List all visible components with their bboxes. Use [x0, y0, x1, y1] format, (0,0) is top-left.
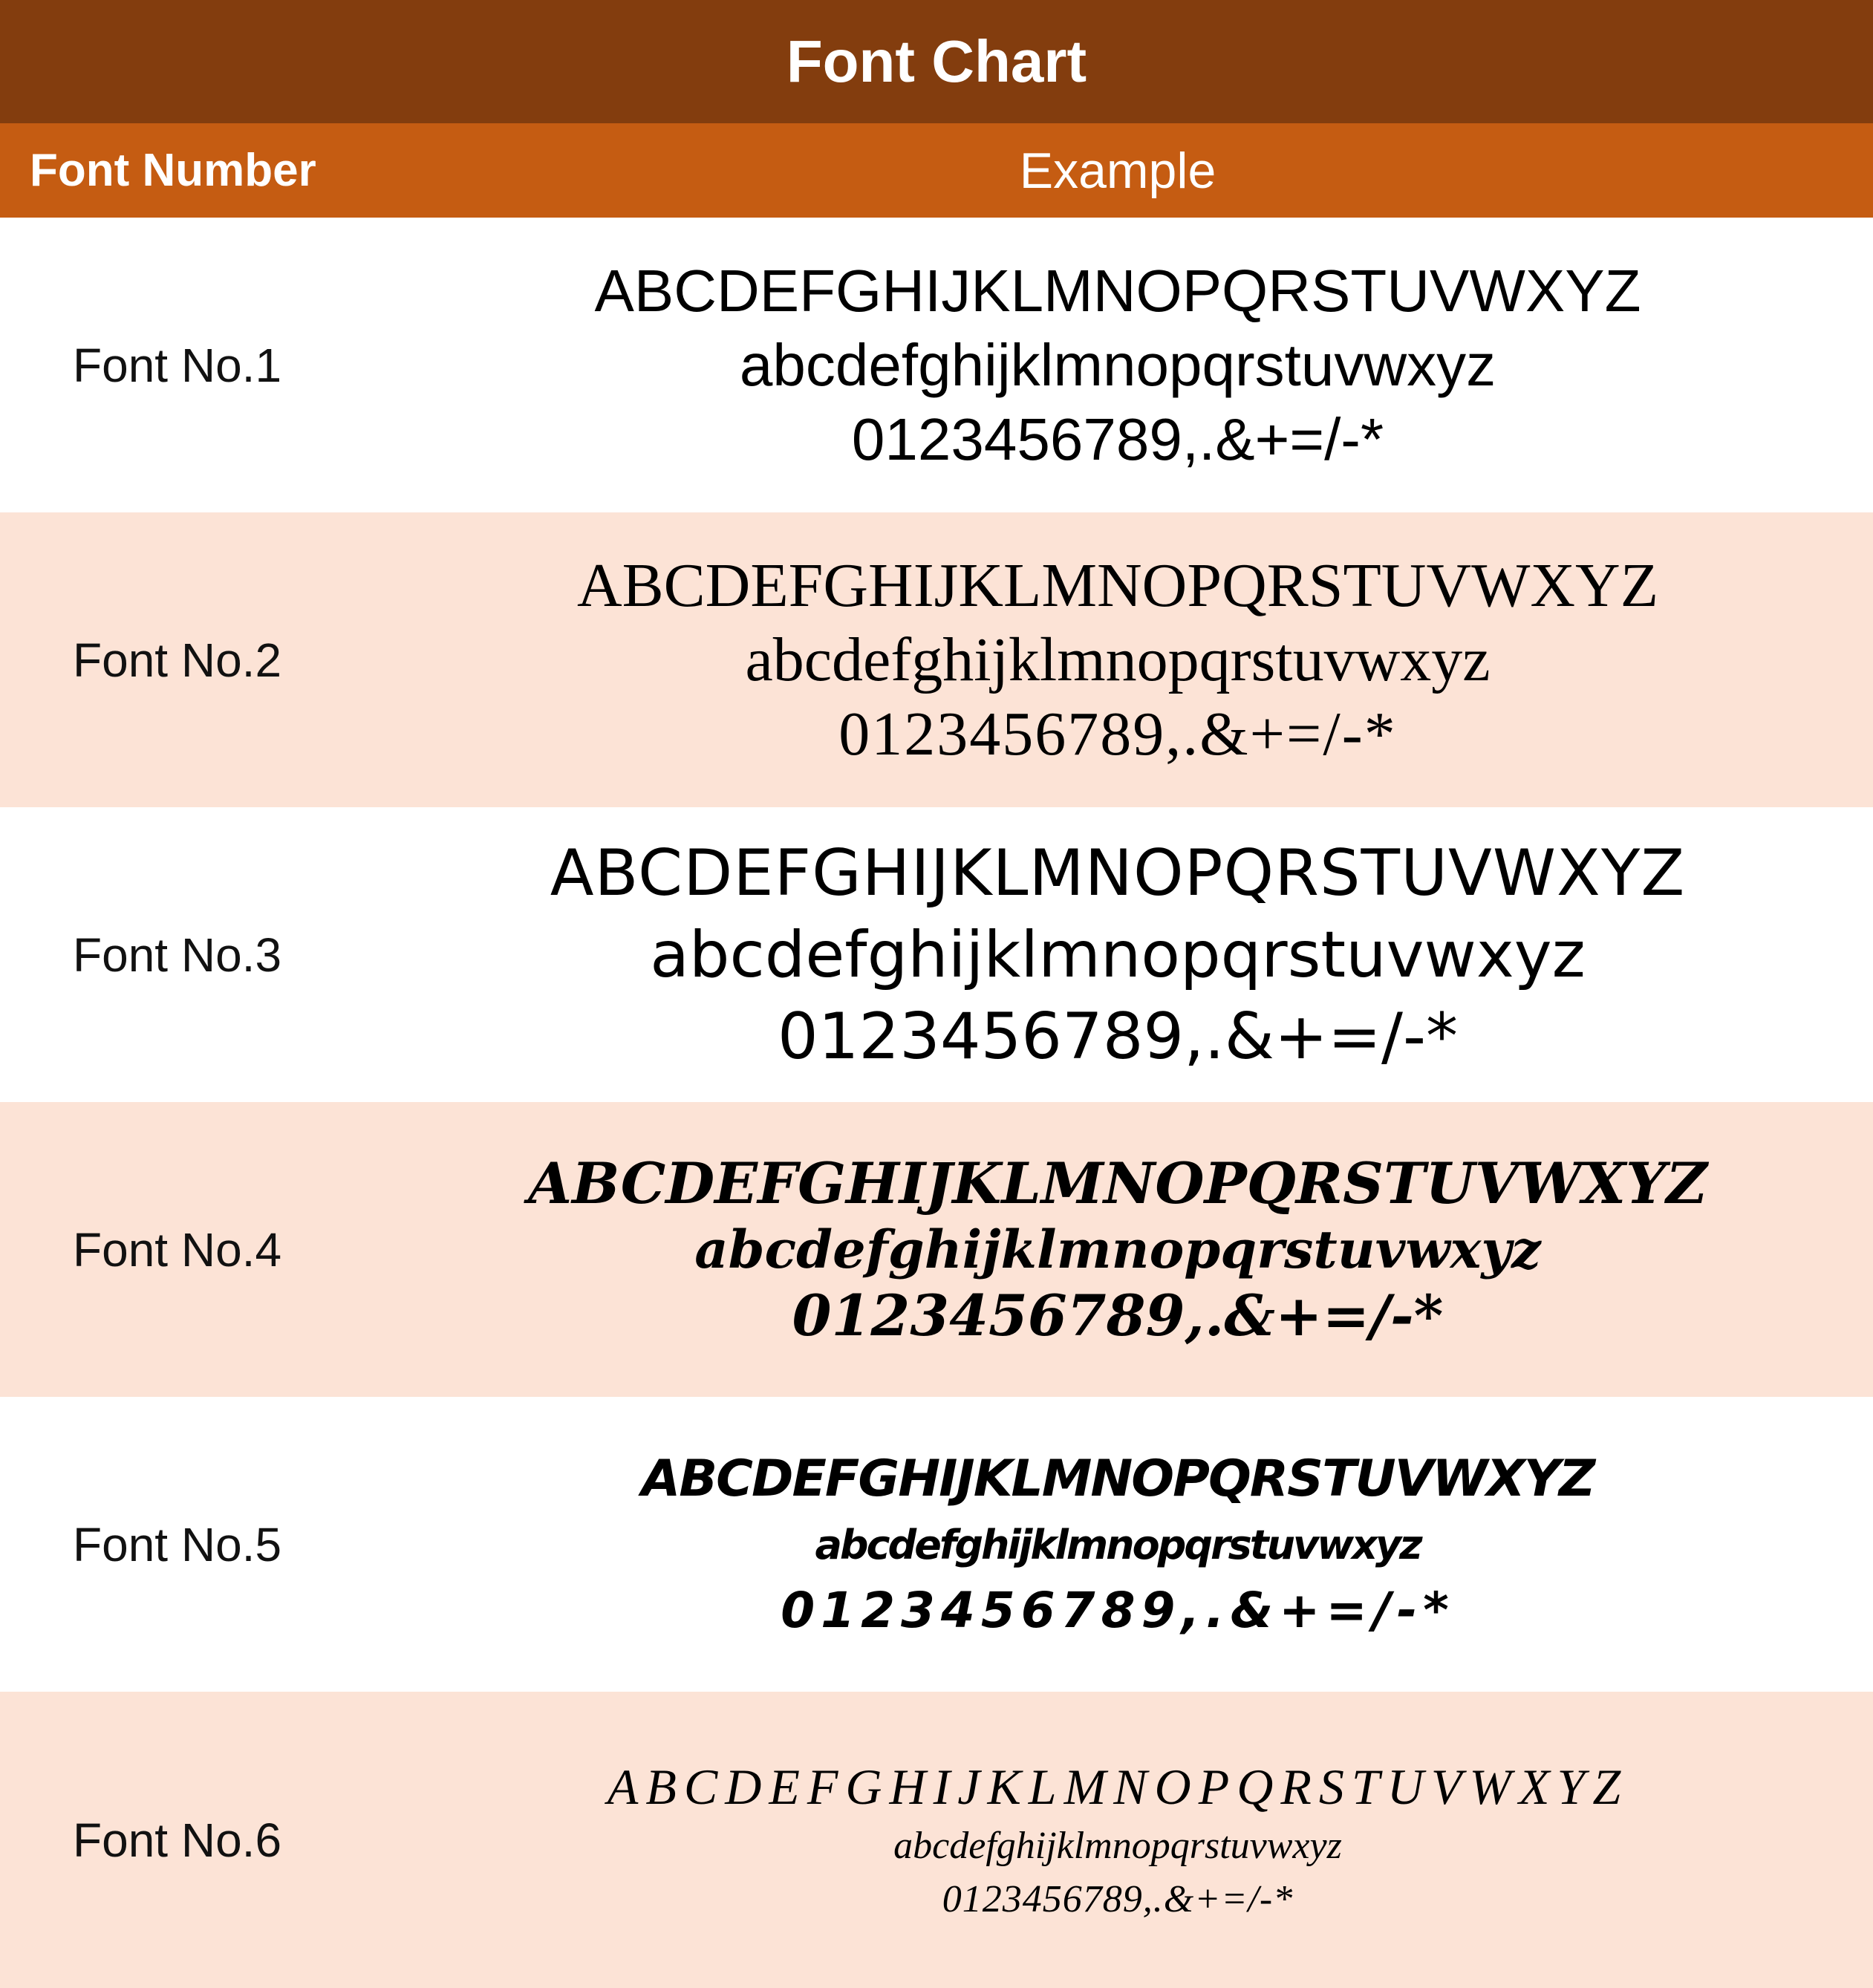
digits-sample: 0123456789,.&+=/-*: [851, 405, 1384, 472]
table-row-font-5: [0, 1397, 1873, 1692]
uppercase-sample: ABCDEFGHIJKLMNOPQRSTUVWXYZ: [576, 550, 1659, 620]
digits-sample: 0123456789,.&+=/-*: [838, 699, 1397, 769]
page-title: Font Chart: [786, 28, 1087, 94]
digits-sample: 0123456789,.&+=/-*: [781, 1581, 1455, 1639]
digits-sample: 0123456789,.&+=/-*: [792, 1282, 1444, 1349]
lowercase-sample: abcdefghijklmnopqrstuvwxyz: [650, 917, 1586, 992]
font-example: [416, 1102, 1820, 1397]
font-example: [416, 807, 1820, 1102]
uppercase-sample: ABCDEFGHIJKLMNOPQRSTUVWXYZ: [607, 1758, 1629, 1815]
font-number-label: Font No.1: [73, 338, 282, 392]
column-header-example: Example: [1019, 142, 1216, 199]
font-number-label: Font No.4: [73, 1222, 282, 1277]
font-number-label: Font No.3: [73, 928, 282, 982]
lowercase-sample: abcdefghijklmnopqrstuvwxyz: [893, 1824, 1342, 1867]
table-header: [0, 123, 1873, 218]
uppercase-sample: ABCDEFGHIJKLMNOPQRSTUVWXYZ: [641, 1449, 1595, 1508]
font-example: [416, 512, 1820, 807]
table-row-font-4: [0, 1102, 1873, 1397]
font-example: [416, 218, 1820, 512]
table-row-font-2: [0, 512, 1873, 807]
title-bar: [0, 0, 1873, 123]
uppercase-sample: ABCDEFGHIJKLMNOPQRSTUVWXYZ: [528, 1150, 1707, 1216]
uppercase-sample: ABCDEFGHIJKLMNOPQRSTUVWXYZ: [550, 835, 1686, 910]
table-row-font-3: [0, 807, 1873, 1102]
lowercase-sample: abcdefghijklmnopqrstuvwxyz: [745, 625, 1491, 694]
table-row-font-1: [0, 218, 1873, 512]
lowercase-sample: abcdefghijklmnopqrstuvwxyz: [694, 1218, 1541, 1280]
font-example: [416, 1692, 1820, 1988]
font-number-label: Font No.6: [73, 1813, 282, 1867]
lowercase-sample: abcdefghijklmnopqrstuvwxyz: [815, 1521, 1421, 1568]
lowercase-sample: abcdefghijklmnopqrstuvwxyz: [739, 331, 1496, 398]
font-example: [416, 1397, 1820, 1692]
digits-sample: 0123456789,.&+=/-*: [777, 999, 1459, 1074]
font-number-label: Font No.2: [73, 633, 282, 687]
uppercase-sample: ABCDEFGHIJKLMNOPQRSTUVWXYZ: [594, 257, 1641, 324]
digits-sample: 0123456789,.&+=/-*: [942, 1877, 1294, 1920]
font-number-label: Font No.5: [73, 1517, 282, 1571]
column-header-font-number: Font Number: [30, 145, 316, 196]
table-row-font-6: [0, 1692, 1873, 1988]
